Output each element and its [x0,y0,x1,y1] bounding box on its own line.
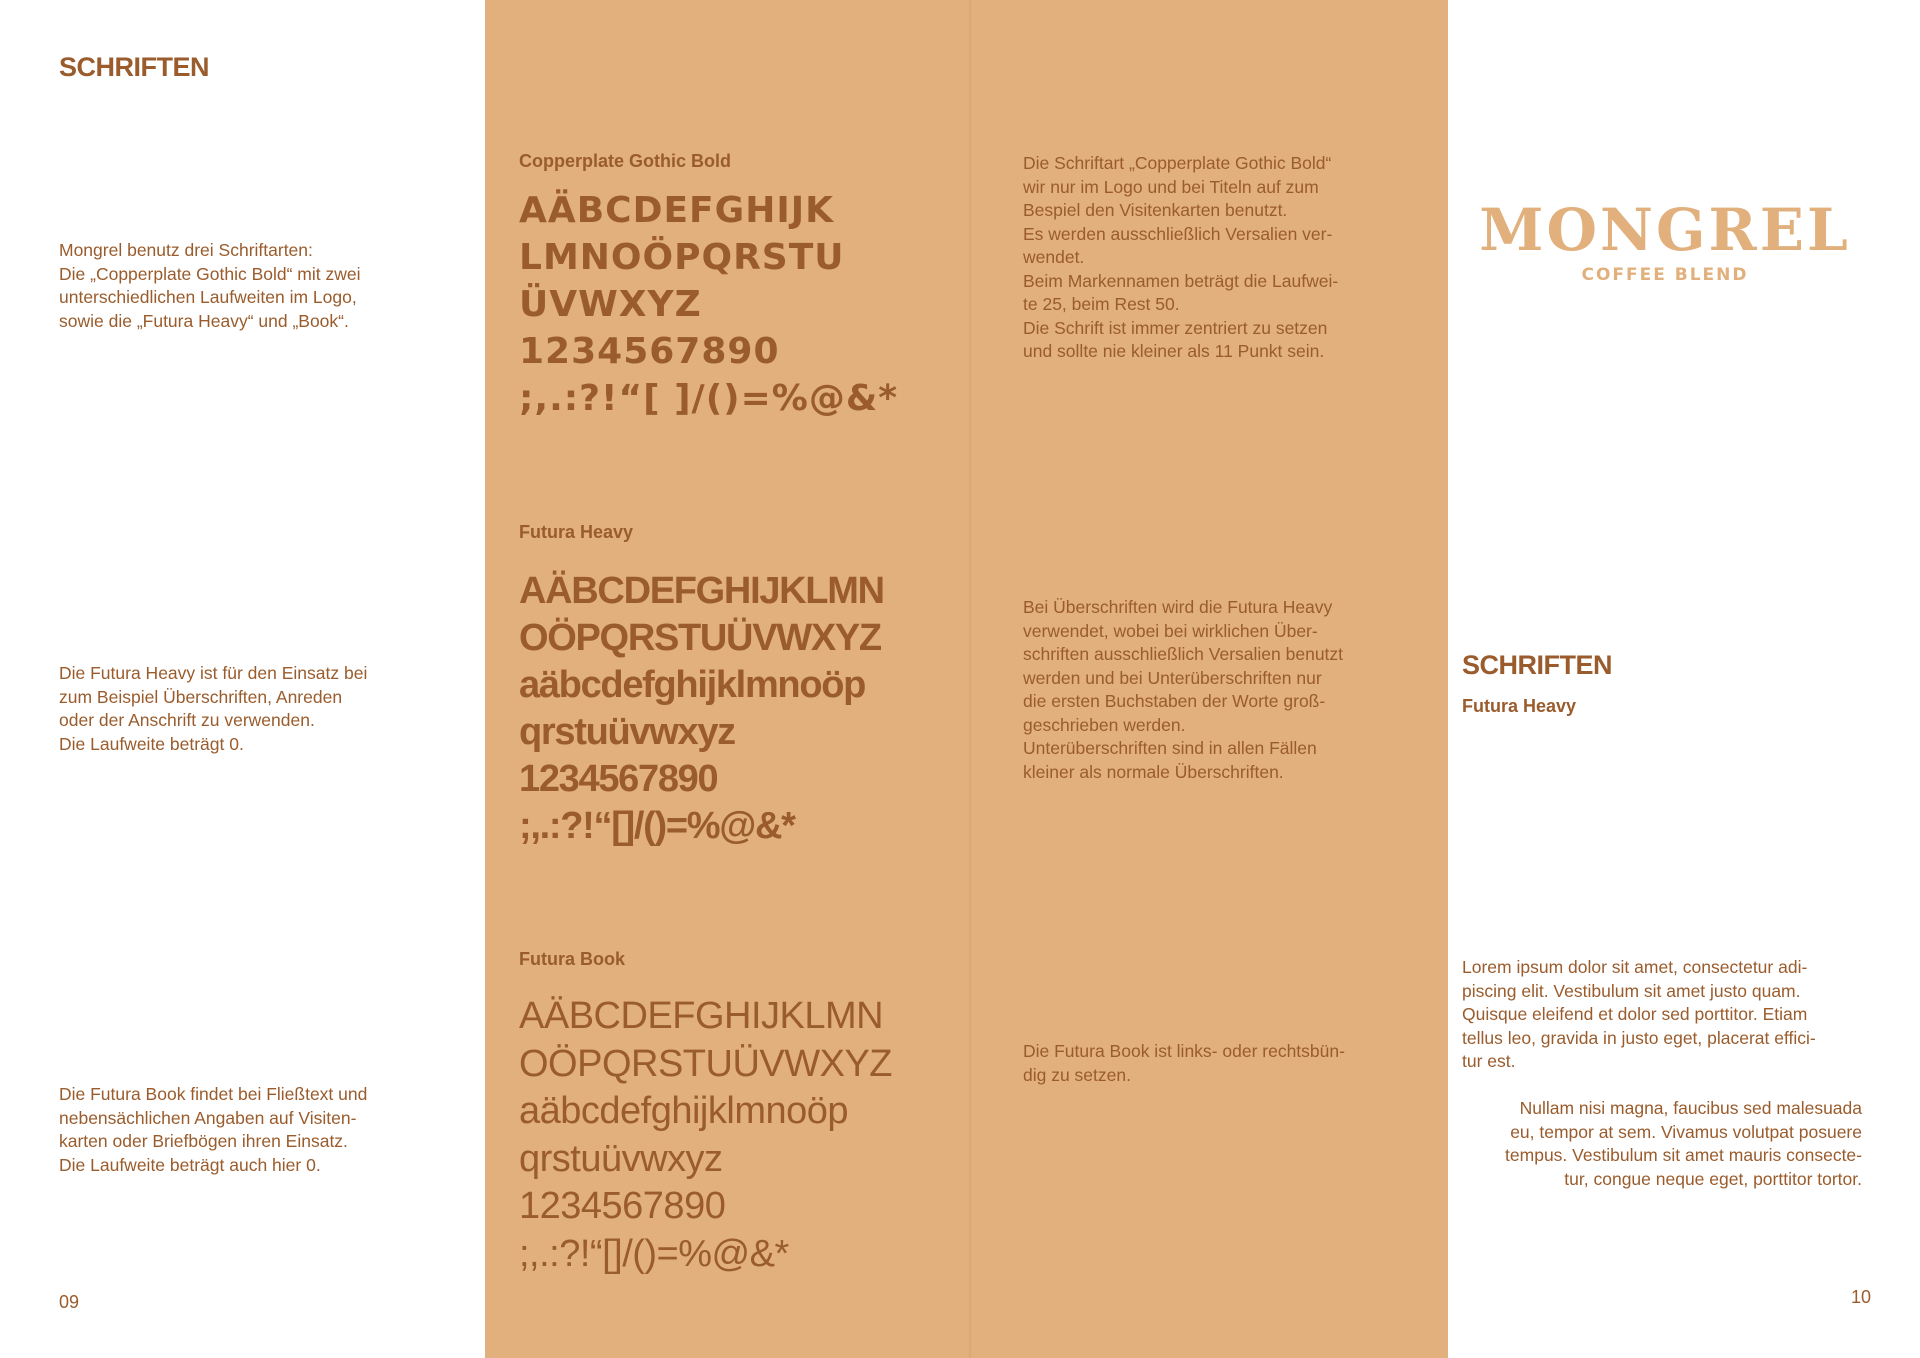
page-number-right: 10 [1851,1287,1872,1307]
futura-book-label: Futura Book [519,949,625,969]
copperplate-description: Die Schriftart „Copperplate Gothic Bold“ wir nur im Logo und bei Titeln auf zum Bespiel den Visitenkarten benutzt. Es werden ausschließlich Versalien ver- wendet. Beim Markennamen beträgt die Laufwei- te 25, beim Rest 50. Die Schrift ist immer zentriert zu setzen und sollte nie kleiner als 11 Punkt sein. [1023,153,1339,361]
futura-heavy-description: Bei Überschriften wird die Futura Heavy verwendet, wobei bei wirklichen Über- schriften ausschließlich Versalien benutzt werden und bei Unterüberschriften nur die ersten Buchstaben der Worte groß- geschrieben werden. Unterüberschriften sind in allen Fällen kleiner als normale Überschriften. [1023,597,1344,782]
fold-line [969,0,971,1358]
mongrel-logo [1455,196,1875,285]
futura-book-specimen: AÄBCDEFGHIJKLMN OÖPQRSTUÜVWXYZ aäbcdefghijklmnoöp qrstuüvwxyz 1234567890 ;,.:?!“[]/()=%@&* [519,995,893,1275]
futura-heavy-specimen: AÄBCDEFGHIJKLMN OÖPQRSTUÜVWXYZ aäbcdefghijklmnoöp qrstuüvwxyz 1234567890 ;,.:?!“[]/()=%@&* [519,570,884,847]
futura-heavy-label: Futura Heavy [519,522,634,542]
futura-book-description: Die Futura Book ist links- oder rechtsbün- dig zu setzen. [1023,1041,1345,1085]
futura-heavy-note: Die Futura Heavy ist für den Einsatz bei zum Beispiel Überschriften, Anreden oder der Anschrift zu verwenden. Die Laufweite beträgt 0. [59,663,368,754]
futura-book-note: Die Futura Book findet bei Fließtext und nebensächlichen Angaben auf Visiten- karten oder Briefbögen ihren Einsatz. Die Laufweite beträgt auch hier 0. [59,1084,368,1175]
copperplate-label: Copperplate Gothic Bold [519,151,732,171]
page-title-right: SCHRIFTEN [1462,650,1612,680]
page-number-left: 09 [59,1292,80,1312]
sample-paragraph-right: Nullam nisi magna, faucibus sed malesuada eu, tempor at sem. Vivamus volutpat posuere tempus. Vestibulum sit amet mauris consecte- tur, congue neque eget, porttitor tortor. [1505,1098,1862,1189]
sample-paragraph-left: Lorem ipsum dolor sit amet, consectetur adi- piscing elit. Vestibulum sit amet justo quam. Quisque eleifend et dolor sed porttitor. Etiam tellus leo, gravida in justo eget, placerat effici- tur est. [1462,957,1816,1071]
logo-wordmark: MONGREL [1479,196,1851,264]
copperplate-specimen: AÄBCDEFGHIJK LMNOÖPQRSTU ÜVWXYZ 1234567890 ;,.:?!“[ ]/()=%@&* [519,190,899,419]
subheading: Futura Heavy [1462,696,1577,716]
logo-tagline: COFFEE BLEND [1581,265,1749,285]
page-title-left: SCHRIFTEN [59,52,209,82]
intro-text: Mongrel benutz drei Schriftarten: Die „Copperplate Gothic Bold“ mit zwei unterschiedlichen Laufweiten im Logo, sowie die „Futura Heavy“ und „Book“. [59,240,361,331]
